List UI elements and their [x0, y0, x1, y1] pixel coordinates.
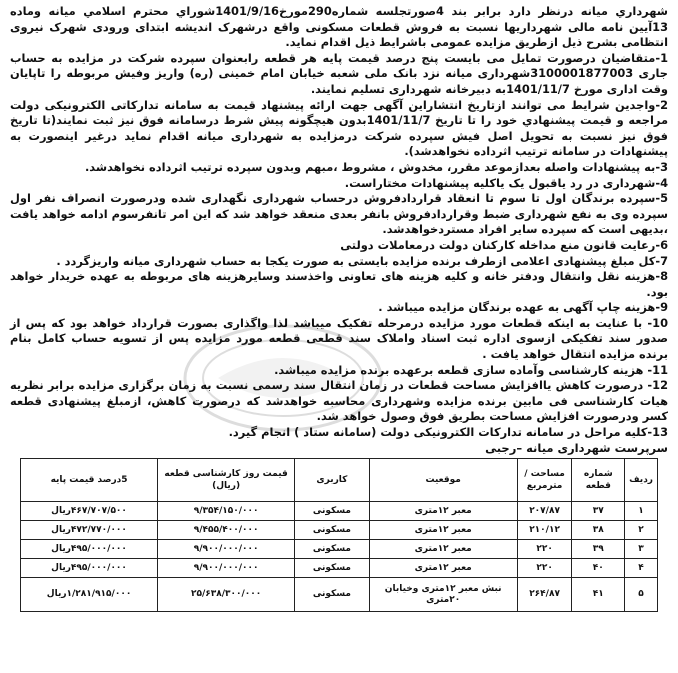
cell-use: مسکونی: [295, 578, 370, 612]
cell-expert-price: ۹/۹۰۰/۰۰۰/۰۰۰: [158, 559, 295, 578]
cell-lot-number: ۴۰: [572, 559, 625, 578]
cell-location: معبر ۱۲متری: [369, 521, 517, 540]
cell-deposit: ۱/۲۸۱/۹۱۵/۰۰۰ریال: [21, 578, 158, 612]
notice-clause-9: 9-هزینه چاپ آگهی به عهده برندگان مزایده میباشد .: [378, 300, 668, 315]
cell-lot-number: ۳۸: [572, 521, 625, 540]
cell-deposit: ۴۶۷/۷۰۷/۵۰۰ریال: [21, 502, 158, 521]
cell-location: نبش معبر ۱۲متری وخیابان ۲۰متری: [369, 578, 517, 612]
notice-clause-13: 13-کلیه مراحل در سامانه تدارکات الکترونیکی دولت (سامانه ستاد ) انجام گیرد.: [228, 425, 668, 440]
cell-expert-price: ۹/۹۰۰/۰۰۰/۰۰۰: [158, 540, 295, 559]
cell-deposit: ۴۹۵/۰۰۰/۰۰۰ریال: [21, 540, 158, 559]
lots-table: [20, 458, 658, 612]
notice-clause-4: 4-شهرداری در رد یاقبول یک یاکلیه پیشنهادات مختاراست.: [344, 175, 668, 190]
notice-clause-6: 6-رعایت قانون منع مداخله کارکنان دولت درمعاملات دولتی: [340, 237, 668, 252]
table-row: [21, 540, 658, 559]
table-row: [21, 502, 658, 521]
cell-expert-price: ۲۵/۶۳۸/۳۰۰/۰۰۰: [158, 578, 295, 612]
notice-intro: شهرداري ميانه درنظر دارد برابر بند 4صورتجلسه شماره290مورخ1401/9/16شوراي محترم اسلامي ميانه وماده 13آيين نامه مالی شهرداريها نسبت به فروش قطعات مسکونی واقع درشهرک اندیشه ابتدای ورودی شهرک نیروی انتظامی بشرح ذیل ازطریق مزایده عمومی باشرایط ذیل اقدام نماید.: [10, 4, 668, 50]
header-lot-number: شماره قطعه: [572, 459, 625, 502]
cell-lot-number: ۳۷: [572, 502, 625, 521]
cell-use: مسکونی: [295, 521, 370, 540]
cell-area: ۲۲۰: [517, 540, 572, 559]
table-row: [21, 559, 658, 578]
header-area: مساحت /مترمربع: [517, 459, 572, 502]
notice-clause-8: 8-هزینه نقل وانتقال ودفتر خانه و کلیه هزینه های تعاونی واخذسند وسایرهزینه های مربوطه به عهده خریدار خواهد بود.: [10, 269, 668, 299]
header-expert-price: قیمت روز کارشناسی قطعه (ریال): [158, 459, 295, 502]
cell-lot-number: ۴۱: [572, 578, 625, 612]
table-row: [21, 578, 658, 612]
cell-row-number: ۲: [625, 521, 658, 540]
notice-clause-2: 2-واجدین شرایط می توانند ازتاریخ انتشاراین آگهی جهت ارائه پیشنهاد قیمت به سامانه تدارکاتی الکترونیکی دولت مراجعه و قیمت پیشنهادي خود را تا تاریخ 1401/11/7بدون هیچگونه پیش شرط درسامانه فوق نیز ثبت نمایند(تا تاریخ فوق نیز نسبت به تحویل اصل فیش سپرده شرکت درمزایده به شهرداری میانه اقدام نماید درغیر اینصورت به پیشنهادات در سامانه ترتیب اثرداده نخواهدشد).: [10, 97, 668, 159]
cell-area: ۲۱۰/۱۲: [517, 521, 572, 540]
cell-deposit: ۴۷۲/۷۷۰/۰۰۰ریال: [21, 521, 158, 540]
table-row: [21, 521, 658, 540]
notice-clause-10: 10- با عنایت به اینکه قطعات مورد مزایده درمرحله تفکیک میباشد لذا واگذاری بصورت قرارداد خواهد بود که پس از صدور سند تفکیکی ازسوی اداره ثبت اسناد واملاک سند قطعی قطعه مورد مزایده پس از تسویه حساب کامل بنام برنده مزایده انتقال خواهد یافت .: [10, 315, 668, 362]
cell-lot-number: ۳۹: [572, 540, 625, 559]
cell-row-number: ۴: [625, 559, 658, 578]
cell-use: مسکونی: [295, 502, 370, 521]
cell-location: معبر ۱۲متری: [369, 559, 517, 578]
cell-expert-price: ۹/۳۵۴/۱۵۰/۰۰۰: [158, 502, 295, 521]
cell-row-number: ۱: [625, 502, 658, 521]
cell-deposit: ۴۹۵/۰۰۰/۰۰۰ریال: [21, 559, 158, 578]
cell-use: مسکونی: [295, 559, 370, 578]
notice-clause-11: 11- هزینه کارشناسی وآماده سازی قطعه برعهده برنده مزایده میباشد.: [274, 362, 668, 377]
cell-area: ۲۰۷/۸۷: [517, 502, 572, 521]
notice-clause-3: 3-به پیشنهادات واصله بعدازموعد مقرر، مخدوش ، مشروط ،مبهم وبدون سپرده ترتیب اثرداده نخواهدشد.: [84, 159, 668, 174]
notice-clause-1: 1-متقاضیان درصورت تمایل می بایست پنج درصد قیمت پایه هر قطعه رابعنوان سپرده شرکت در مزایده به حساب جاری 3100001877003شهرداری میانه نزد بانک ملی شعبه خیابان امام خمینی (ره) واریز وفیش مربوطه را تاپایان وقت اداری مورخ 1401/11/7به دبیرخانه شهرداری تسلیم نمایند.: [10, 50, 669, 96]
cell-row-number: ۵: [625, 578, 658, 612]
table-header-row: [21, 459, 658, 502]
cell-area: ۲۲۰: [517, 559, 572, 578]
header-location: موقعیت: [369, 459, 517, 502]
header-row-number: ردیف: [625, 459, 658, 502]
signature: سرپرست شهرداری میانه –رجبی: [485, 440, 668, 455]
cell-area: ۲۶۴/۸۷: [517, 578, 572, 612]
notice-clause-7: 7-کل مبلغ پیشنهادی اعلامی ازطرف برنده مزایده بایستی به صورت یکجا به حساب شهرداری میانه واریزگردد .: [56, 253, 668, 268]
header-deposit: 5درصد قیمت پایه: [21, 459, 158, 502]
cell-row-number: ۳: [625, 540, 658, 559]
notice-body: [10, 4, 668, 441]
cell-expert-price: ۹/۴۵۵/۴۰۰/۰۰۰: [158, 521, 295, 540]
notice-clause-12: 12- درصورت کاهش یاافزایش مساحت قطعات در زمان انتقال سند رسمی نسبت به زمان برگزاری مزایده برابر نظریه هیات کارشناسی فی مابین برنده مزایده وشهرداری محاسبه خواهدشد که درصورت کاهش، ازمبلغ پیشنهادی قطعه کسر ودرصورت افزایش مساحت بطریق فوق وصول خواهد شد.: [10, 378, 668, 424]
cell-location: معبر ۱۲متری: [369, 502, 517, 521]
cell-use: مسکونی: [295, 540, 370, 559]
notice-clause-5: 5-سپرده برندگان اول تا سوم تا انعقاد قراردادفروش درحساب شهرداری نگهداری شده ودرصورت انصراف نفر اول سپرده وی به نفع شهرداری ضبط وقراردادفروش بانفر بعدی منعقد خواهد شد که این امر تانفرسوم ادامه خواهد یافت ،بدیهی است که سپرده سایر افراد مستردخواهدشد.: [10, 191, 668, 237]
header-use: کاربری: [295, 459, 370, 502]
cell-location: معبر ۱۲متری: [369, 540, 517, 559]
